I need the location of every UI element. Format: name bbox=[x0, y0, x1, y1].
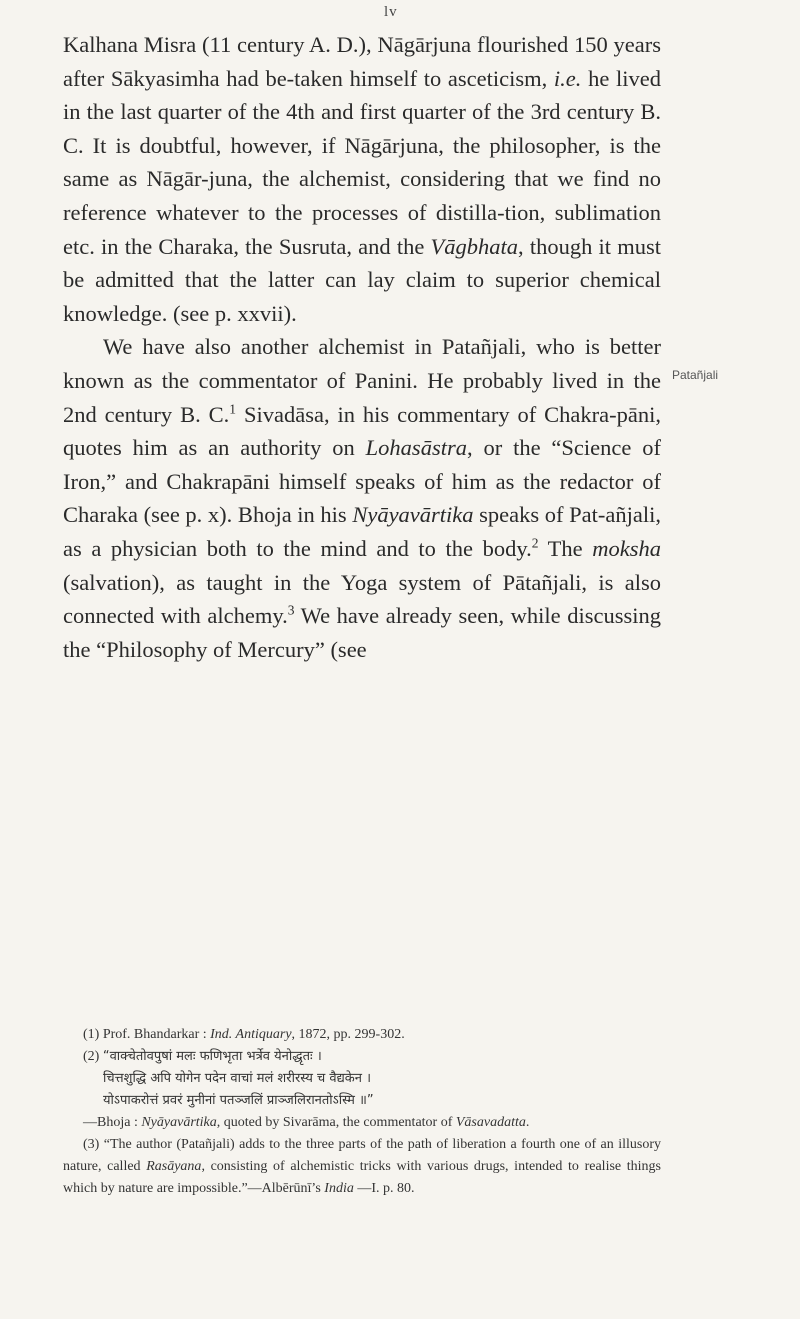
text-run: , 1872, pp. 299-302. bbox=[291, 1027, 405, 1042]
page-number: lv bbox=[384, 4, 398, 20]
footnote-3 bbox=[63, 1134, 661, 1200]
italic-journal: Ind. Antiquary bbox=[210, 1027, 292, 1042]
italic-lohasastra: Lohasāstra bbox=[365, 435, 467, 461]
text-run: —I. p. 80. bbox=[353, 1181, 415, 1196]
footnote-2 bbox=[63, 1046, 661, 1068]
text-run: (salvation), as taught in the Yoga system of Pātañjali, is also connected with alchemy. bbox=[63, 569, 661, 629]
italic-ie: i.e. bbox=[553, 65, 582, 91]
text-run: (3) “The author (Patañjali) adds to the three parts of the path of liberation a fourth one of an illusory nature, called bbox=[63, 1137, 661, 1174]
sanskrit-verse-line-1: “वाक्चेतोवपुषां मलः फणिभृता भर्त्रेव येनोद्धृतः । bbox=[102, 1049, 322, 1064]
text-run: We have also another alchemist in Patañjali, who is better known as the commentator of Panini. He probably lived in the 2nd century B. C. bbox=[63, 334, 661, 427]
sanskrit-verse-line-3: योऽपाकरोत्तं प्रवरं मुनीनां पतञ्जलिं प्राञ्जलिरानतोऽस्मि ॥” bbox=[103, 1093, 374, 1108]
margin-note: Patañjali bbox=[672, 368, 719, 382]
text-run: We have already seen, while discussing the “Philosophy of Mercury” (see bbox=[63, 603, 661, 662]
italic-nyayavartika: Nyāyavārtika bbox=[352, 502, 474, 528]
italic-vagbhata: Vāgbhata bbox=[430, 233, 519, 259]
text-run: The bbox=[538, 535, 593, 561]
text-run: , quoted by Sivarāma, the commentator of bbox=[216, 1115, 456, 1130]
main-text bbox=[63, 28, 661, 666]
italic-nyayavartika: Nyāyavārtika bbox=[141, 1115, 217, 1130]
footnote-number: (2) bbox=[83, 1049, 103, 1064]
italic-moksha: moksha bbox=[592, 535, 662, 561]
footnotes bbox=[63, 1024, 661, 1200]
text-run: , or the “Science of Iron,” and Chakrapāni himself speaks of him as the redactor of Charaka (see p. x). Bhoja in his bbox=[63, 435, 661, 528]
footnote-ref-3: 3 bbox=[287, 602, 295, 618]
footnote-2-line-2 bbox=[63, 1068, 661, 1090]
footnote-ref-1: 1 bbox=[229, 401, 237, 417]
footnote-2-line-3 bbox=[63, 1090, 661, 1112]
footnote-2-source bbox=[63, 1112, 661, 1134]
italic-vasavadatta: Vāsavadatta bbox=[455, 1115, 526, 1130]
text-run: Sivadāsa, in his commentary of Chakra-pāni, quotes him as an authority on bbox=[63, 401, 661, 461]
sanskrit-verse-line-2: चित्तशुद्धि अपि योगेन पदेन वाचां मलं शरीरस्य च वैद्यकेन । bbox=[103, 1071, 372, 1086]
paragraph-1 bbox=[63, 28, 661, 330]
text-run: he lived in the last quarter of the 4th and first quarter of the 3rd century B. C. It is doubtful, however, if Nāgārjuna, the philosopher, is the same as Nāgār-juna, the alchemist, considering that we find no reference whatever to the processes of distilla-tion, sublimation etc. in the Charaka, the Susruta, and the bbox=[63, 65, 661, 259]
text-run: (1) Prof. Bhandarkar : bbox=[83, 1027, 211, 1042]
footnote-ref-2: 2 bbox=[531, 535, 539, 551]
text-run: . bbox=[525, 1115, 530, 1130]
text-run: speaks of Pat-añjali, as a physician both to the mind and to the body. bbox=[63, 502, 662, 561]
text-run: , though it must be admitted that the latter can lay claim to superior chemical knowledge. (see p. xxvii). bbox=[63, 233, 662, 326]
paragraph-2 bbox=[63, 330, 661, 666]
italic-rasayana: Rasāyana bbox=[146, 1159, 202, 1174]
text-run: —Bhoja : bbox=[83, 1115, 142, 1130]
text-run: Kalhana Misra (11 century A. D.), Nāgārjuna flourished 150 years after Sākyasimha had be-taken himself to asceticism, bbox=[63, 32, 661, 91]
italic-india: India bbox=[324, 1181, 354, 1196]
text-run: , consisting of alchemistic tricks with various drugs, intended to realise things which by nature are impossible.”—Albērūnī’s bbox=[63, 1159, 661, 1196]
footnote-1 bbox=[63, 1024, 661, 1046]
